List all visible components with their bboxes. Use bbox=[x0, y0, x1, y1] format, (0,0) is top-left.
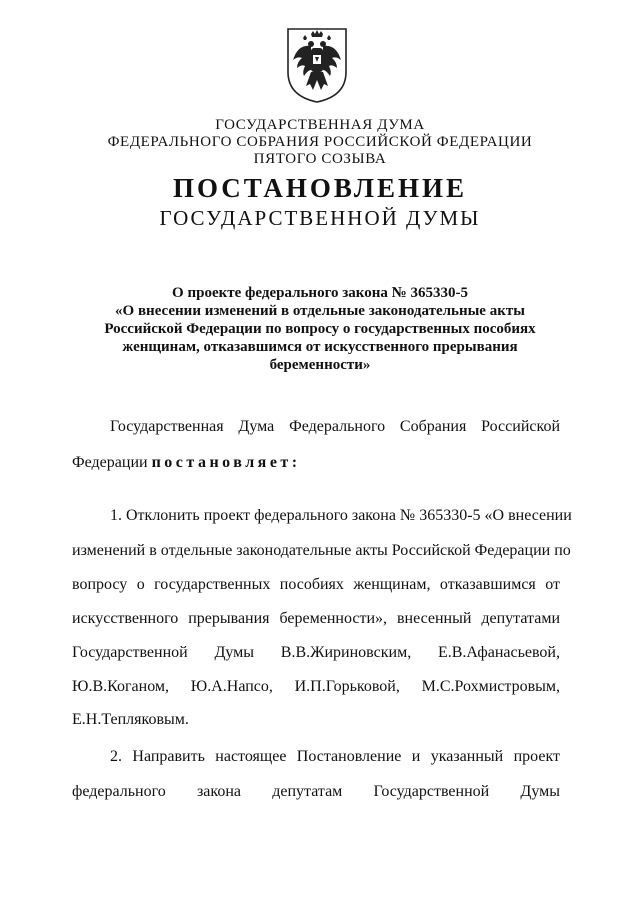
item2-line-2: федерального закона депутатам Государственной Думы bbox=[72, 783, 560, 800]
item1-line-5: Государственной Думы В.В.Жириновским, Е.В.Афанасьевой, bbox=[72, 644, 560, 661]
item1-line-3: вопросу о государственных пособиях женщинам, отказавшимся от bbox=[72, 576, 560, 593]
header-line-3: ПЯТОГО СОЗЫВА bbox=[253, 151, 387, 167]
decree-word: постановляет: bbox=[151, 454, 301, 471]
preamble-start: Федерации bbox=[72, 454, 148, 471]
bill-heading-line-3: Российской Федерации по вопросу о государственных пособиях bbox=[104, 321, 536, 337]
item2-line-1: 2. Направить настоящее Постановление и указанный проект bbox=[110, 748, 560, 765]
document-title: ПОСТАНОВЛЕНИЕ bbox=[172, 173, 468, 203]
preamble-line-2 bbox=[72, 453, 301, 473]
bill-heading-line-5: беременности» bbox=[269, 357, 371, 373]
item1-line-2: изменений в отдельные законодательные акты Российской Федерации по bbox=[72, 542, 571, 559]
item1-line-7: Е.Н.Тепляковым. bbox=[72, 711, 189, 728]
bill-heading-line-2: «О внесении изменений в отдельные законодательные акты bbox=[115, 303, 525, 319]
bill-heading-line-1: О проекте федерального закона № 365330-5 bbox=[172, 285, 468, 301]
state-emblem-icon bbox=[284, 26, 350, 104]
item1-line-1: 1. Отклонить проект федерального закона № 365330-5 «О внесении bbox=[110, 507, 572, 524]
bill-heading-line-4: женщинам, отказавшимся от искусственного прерывания bbox=[122, 339, 518, 355]
item1-line-6: Ю.В.Коганом, Ю.А.Напсо, И.П.Горьковой, М.С.Рохмистровым, bbox=[72, 678, 560, 695]
document-subtitle: ГОСУДАРСТВЕННОЙ ДУМЫ bbox=[159, 206, 481, 230]
preamble-line-1: Государственная Дума Федерального Собрания Российской bbox=[110, 418, 560, 435]
header-line-1: ГОСУДАРСТВЕННАЯ ДУМА bbox=[215, 117, 425, 133]
header-line-2: ФЕДЕРАЛЬНОГО СОБРАНИЯ РОССИЙСКОЙ ФЕДЕРАЦИИ bbox=[107, 134, 533, 150]
item1-line-4: искусственного прерывания беременности», внесенный депутатами bbox=[72, 610, 560, 627]
